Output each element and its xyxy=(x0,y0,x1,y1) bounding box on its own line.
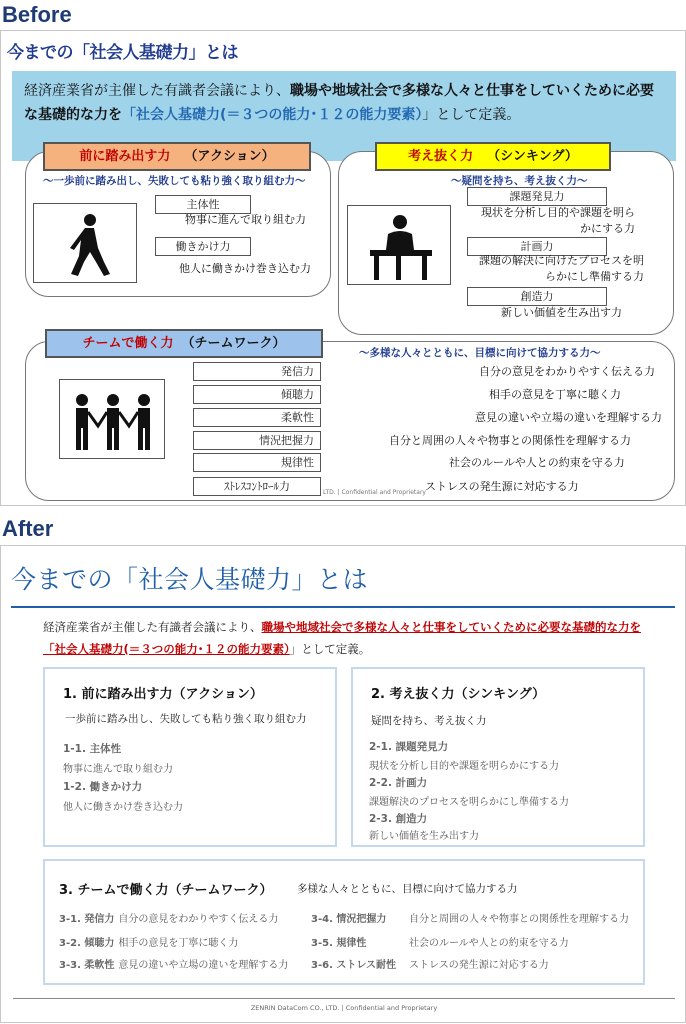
desc-souzou: 新しい価値を生み出す力 xyxy=(501,306,622,319)
intro-text-3: 「社会人基礎力(＝３つの能力･１２の能力要素） xyxy=(122,107,423,123)
after-desc-keikaku: 課題解決のプロセスを明らかにし準備する力 xyxy=(369,797,569,808)
after-desc-souzou: 新しい価値を生み出す力 xyxy=(369,831,479,842)
desc-shutaisei: 物事に進んで取り組む力 xyxy=(185,213,306,226)
action-heading: 前に踏み出す力 （アクション） xyxy=(43,142,311,171)
after-action-heading: 1. 前に踏み出す力（アクション） xyxy=(63,687,263,702)
key-stress: ｽﾄﾚｽｺﾝﾄﾛｰﾙ力 xyxy=(193,477,321,496)
intro-text-1: 経済産業省が主催した有識者会議により、 xyxy=(24,83,290,99)
key-joukyou: 情況把握力 xyxy=(193,431,321,450)
after-row-keichou: 3-2. 傾聴力 相手の意見を丁寧に聴く力 xyxy=(59,938,239,949)
desc-kadai: 現状を分析し目的や課題を明ら かにする力 xyxy=(481,206,635,235)
after-desc-hatarakikake: 他人に働きかけ巻き込む力 xyxy=(63,802,183,813)
after-thinking-sub: 疑問を持ち、考え抜く力 xyxy=(371,715,487,727)
after-slide-title: 今までの「社会人基礎力」とは xyxy=(11,565,369,594)
teamwork-subtitle: ～多様な人々とともに、目標に向けて協力する力～ xyxy=(359,347,601,359)
after-key-keikaku: 2-2. 計画力 xyxy=(369,777,428,789)
desc-keichou: 相手の意見を丁寧に聴く力 xyxy=(489,388,621,401)
key-hasshin: 発信力 xyxy=(193,362,321,381)
key-juunan: 柔軟性 xyxy=(193,408,321,427)
title-rule xyxy=(11,606,675,608)
desc-stress: ストレスの発生源に対応する力 xyxy=(425,480,579,493)
after-footer: ZENRIN DataCom CO., LTD. | Confidential and Proprietary xyxy=(250,1004,438,1012)
desc-hasshin: 自分の意見をわかりやすく伝える力 xyxy=(479,365,655,378)
after-action-sub: 一歩前に踏み出し、失敗しても粘り強く取り組む力 xyxy=(65,713,307,725)
intro-text-2: 職場や地域社会で多様な人々と仕事をしていくために必要な基礎的な力を xyxy=(24,83,654,123)
key-keichou: 傾聴力 xyxy=(193,385,321,404)
after-thinking-heading: 2. 考え抜く力（シンキング） xyxy=(371,687,546,702)
desc-joukyou: 自分と周囲の人々や物事との関係性を理解する力 xyxy=(389,434,631,447)
key-hatarakikake: 働きかけ力 xyxy=(155,237,251,256)
team-people-icon xyxy=(59,379,165,459)
before-slide xyxy=(0,30,686,506)
after-label: After xyxy=(2,516,54,541)
desc-keikaku: 課題の解決に向けたプロセスを明 らかにし準備する力 xyxy=(479,254,644,283)
desk-thinker-icon xyxy=(347,205,451,285)
after-key-souzou: 2-3. 創造力 xyxy=(369,813,428,825)
key-souzou: 創造力 xyxy=(467,287,607,306)
after-key-hatarakikake: 1-2. 働きかけ力 xyxy=(63,781,143,793)
key-shutaisei: 主体性 xyxy=(155,195,251,214)
teamwork-heading: チームで働く力 （チームワーク） xyxy=(45,329,323,358)
after-row-joukyou: 3-4. 情況把握力 自分と周囲の人々や物事との関係性を理解する力 xyxy=(311,914,629,925)
after-intro: 経済産業省が主催した有識者会議により、職場や地域社会で多様な人々と仕事をしていくために必要な基礎的な力を「社会人基礎力(＝３つの能力･１２の能力要素）」として定義。 xyxy=(43,620,641,656)
thinking-subtitle: ～疑問を持ち、考え抜く力～ xyxy=(451,175,588,187)
footer-rule xyxy=(13,998,675,999)
after-teamwork-heading: 3. チームで働く力（チームワーク） xyxy=(59,883,273,898)
desc-hatarakikake: 他人に働きかけ巻き込む力 xyxy=(179,262,311,275)
after-desc-shutaisei: 物事に進んで取り組む力 xyxy=(63,764,173,775)
after-row-hasshin: 3-1. 発信力 自分の意見をわかりやすく伝える力 xyxy=(59,914,279,925)
desc-kiritsu: 社会のルールや人との約束を守る力 xyxy=(449,456,625,469)
after-teamwork-sub: 多様な人々とともに、目標に向けて協力する力 xyxy=(297,883,518,895)
walking-person-icon xyxy=(33,203,137,283)
after-row-stress: 3-6. ストレス耐性 ストレスの発生源に対応する力 xyxy=(311,960,549,971)
key-kadai: 課題発見力 xyxy=(467,187,607,206)
after-key-shutaisei: 1-1. 主体性 xyxy=(63,743,122,755)
after-row-kiritsu: 3-5. 規律性 社会のルールや人との約束を守る力 xyxy=(311,938,569,949)
intro-text-4: 」として定義。 xyxy=(422,107,521,123)
before-footer: LTD. | Confidential and Proprietary xyxy=(323,489,426,496)
action-subtitle: ～一歩前に踏み出し、失敗しても粘り強く取り組む力～ xyxy=(43,175,306,187)
after-slide xyxy=(0,545,686,1023)
thinking-heading: 考え抜く力 （シンキング） xyxy=(375,142,611,171)
after-desc-kadai: 現状を分析し目的や課題を明らかにする力 xyxy=(369,761,559,772)
before-label: Before xyxy=(2,2,72,27)
key-kiritsu: 規律性 xyxy=(193,453,321,472)
after-key-kadai: 2-1. 課題発見力 xyxy=(369,741,449,753)
before-slide-title: 今までの「社会人基礎力」とは xyxy=(7,43,238,63)
after-row-juunan: 3-3. 柔軟性 意見の違いや立場の違いを理解する力 xyxy=(59,960,289,971)
key-keikaku: 計画力 xyxy=(467,237,607,256)
desc-juunan: 意見の違いや立場の違いを理解する力 xyxy=(475,411,662,424)
